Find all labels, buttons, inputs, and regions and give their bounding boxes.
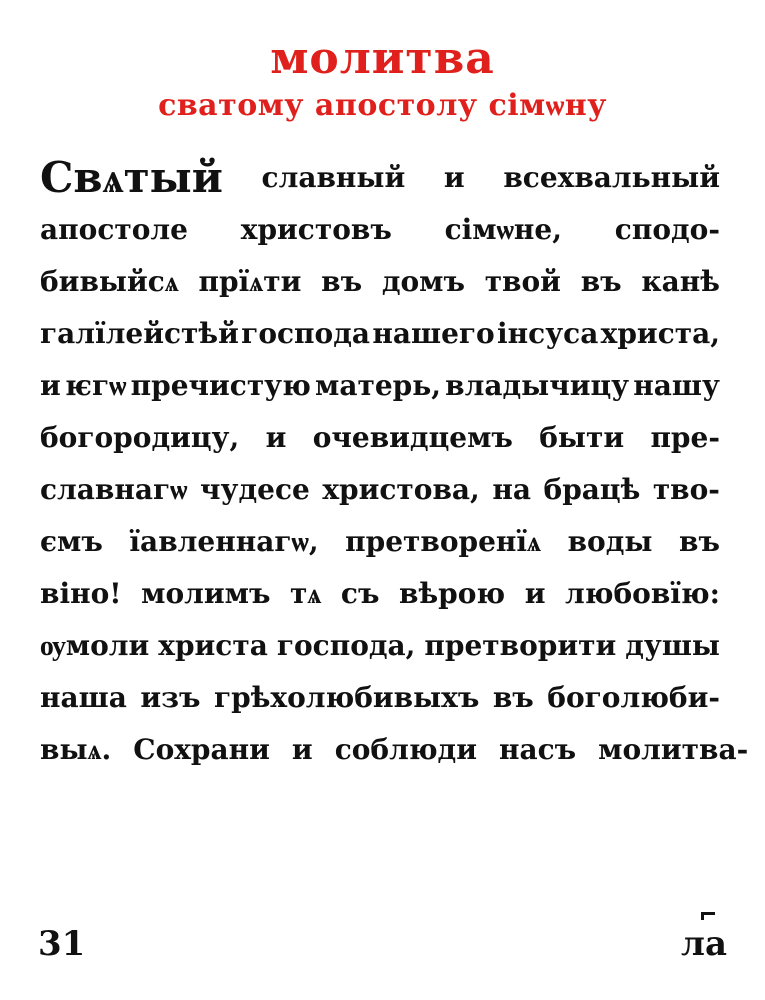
word: сімѡне, bbox=[444, 213, 562, 246]
word: брацѣ bbox=[543, 473, 641, 506]
word: изъ bbox=[140, 681, 201, 714]
text-line bbox=[40, 568, 720, 620]
word: христа bbox=[158, 629, 268, 662]
word: нашу bbox=[633, 369, 720, 402]
prayer-title: молитва bbox=[270, 33, 495, 84]
word: въ bbox=[492, 681, 534, 714]
initial-word: Свѧтый bbox=[40, 153, 223, 202]
word: претворенїѧ bbox=[345, 525, 542, 558]
text-line bbox=[40, 152, 720, 204]
word: христова, bbox=[322, 473, 480, 506]
text-line bbox=[40, 672, 720, 724]
word: молитва- bbox=[598, 733, 749, 766]
text-line bbox=[40, 464, 720, 516]
word: пречистую bbox=[130, 369, 311, 402]
word: твой bbox=[484, 265, 561, 298]
word: насъ bbox=[499, 733, 577, 766]
word: богородицу, bbox=[40, 421, 240, 454]
word: въ bbox=[679, 525, 720, 558]
word: славнагѡ bbox=[40, 473, 188, 506]
text-line bbox=[40, 204, 720, 256]
page-number: 31 bbox=[38, 924, 86, 964]
word: въ bbox=[321, 265, 363, 298]
word: пре- bbox=[650, 421, 720, 454]
word: сподо- bbox=[614, 213, 720, 246]
text-line bbox=[40, 516, 720, 568]
text-line bbox=[40, 308, 720, 360]
word: и bbox=[40, 369, 61, 402]
word: галїлейстѣй bbox=[40, 317, 239, 350]
text-line bbox=[40, 620, 720, 672]
word: тѧ bbox=[290, 577, 322, 610]
word: молимъ bbox=[141, 577, 271, 610]
word: інсуса bbox=[497, 317, 599, 350]
word: воды bbox=[567, 525, 653, 558]
word: їавленнагѡ, bbox=[129, 525, 319, 558]
word: ѹмоли bbox=[40, 629, 150, 662]
word: ѥгѡ bbox=[64, 369, 127, 402]
word: бивыйсѧ bbox=[40, 265, 179, 298]
text-line bbox=[40, 412, 720, 464]
prayer-subtitle: сватому апостолу сімѡну bbox=[158, 88, 607, 123]
word: христа, bbox=[600, 317, 720, 350]
word: выѧ. bbox=[40, 733, 112, 766]
word: грѣхолюбивыхъ bbox=[213, 681, 480, 714]
word: апостоле bbox=[40, 213, 188, 246]
word: въ bbox=[580, 265, 622, 298]
word: господа, bbox=[276, 629, 416, 662]
word: домъ bbox=[381, 265, 465, 298]
text-line bbox=[40, 360, 720, 412]
word: и bbox=[265, 421, 287, 454]
word: душы bbox=[625, 629, 720, 662]
titlo-mark bbox=[701, 912, 715, 920]
word: тво- bbox=[652, 473, 720, 506]
word: матерь, bbox=[315, 369, 441, 402]
word: владычицу bbox=[445, 369, 630, 402]
word: наша bbox=[40, 681, 127, 714]
word: и bbox=[524, 577, 546, 610]
word: претворити bbox=[424, 629, 617, 662]
text-line bbox=[40, 256, 720, 308]
word: прїѧти bbox=[198, 265, 302, 298]
word: на bbox=[492, 473, 531, 506]
word: нашего bbox=[372, 317, 495, 350]
word: славный bbox=[261, 161, 406, 194]
word: всехвальный bbox=[503, 161, 720, 194]
word: боголюби- bbox=[547, 681, 720, 714]
word: Сохрани bbox=[133, 733, 270, 766]
word: соблюди bbox=[334, 733, 477, 766]
word: канѣ bbox=[641, 265, 720, 298]
text-line bbox=[40, 724, 749, 776]
word: и bbox=[291, 733, 313, 766]
word: господа bbox=[241, 317, 371, 350]
prayer-body bbox=[40, 152, 749, 776]
page-number-slavonic: ла bbox=[680, 924, 727, 964]
word: любовїю: bbox=[565, 577, 720, 610]
word: очевидцемъ bbox=[312, 421, 513, 454]
word: христовъ bbox=[240, 213, 392, 246]
word: и bbox=[443, 161, 465, 194]
word: віно! bbox=[40, 577, 122, 610]
word: вѣрою bbox=[399, 577, 506, 610]
word: съ bbox=[340, 577, 380, 610]
word: чудесе bbox=[200, 473, 310, 506]
word: быти bbox=[539, 421, 625, 454]
word: ємъ bbox=[40, 525, 103, 558]
